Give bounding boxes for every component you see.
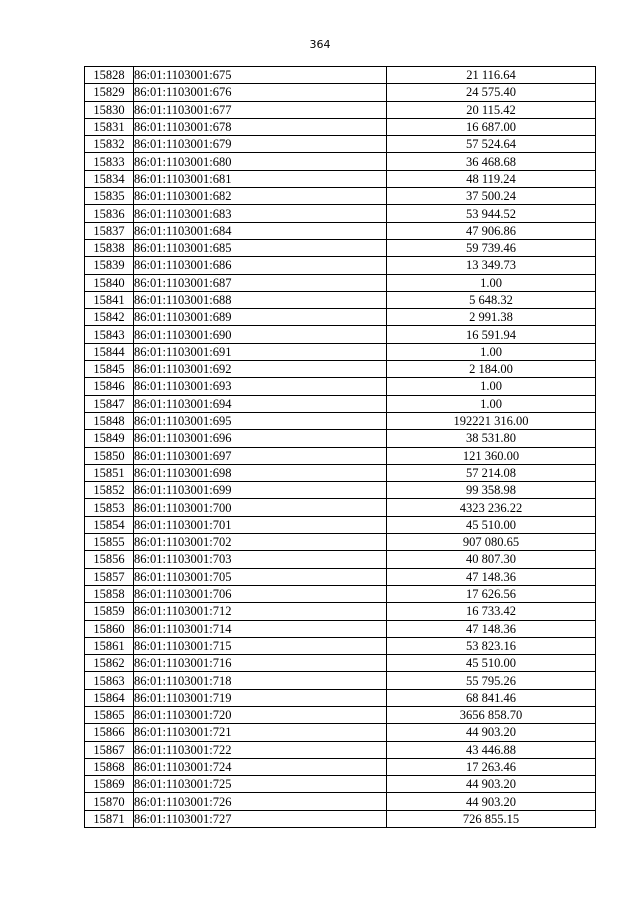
row-number-cell: 15851: [85, 464, 134, 481]
row-number-cell: 15838: [85, 239, 134, 256]
table-row: [85, 706, 596, 723]
cadastral-number-cell: 86:01:1103001:726: [134, 793, 387, 810]
table-row: [85, 793, 596, 810]
cadastral-number-cell: 86:01:1103001:703: [134, 551, 387, 568]
row-number-cell: 15853: [85, 499, 134, 516]
row-number-cell: 15831: [85, 118, 134, 135]
row-number-cell: 15830: [85, 101, 134, 118]
value-cell: 3656 858.70: [387, 706, 596, 723]
value-cell: 2 991.38: [387, 309, 596, 326]
table-row: [85, 205, 596, 222]
value-cell: 59 739.46: [387, 239, 596, 256]
value-cell: 192221 316.00: [387, 412, 596, 429]
value-cell: 37 500.24: [387, 188, 596, 205]
table-row: [85, 689, 596, 706]
value-cell: 53 944.52: [387, 205, 596, 222]
row-number-cell: 15855: [85, 534, 134, 551]
row-number-cell: 15858: [85, 585, 134, 602]
cadastral-number-cell: 86:01:1103001:697: [134, 447, 387, 464]
cadastral-number-cell: 86:01:1103001:701: [134, 516, 387, 533]
cadastral-number-cell: 86:01:1103001:681: [134, 170, 387, 187]
cadastral-number-cell: 86:01:1103001:716: [134, 655, 387, 672]
cadastral-number-cell: 86:01:1103001:719: [134, 689, 387, 706]
table-row: [85, 361, 596, 378]
row-number-cell: 15854: [85, 516, 134, 533]
table-row: [85, 758, 596, 775]
row-number-cell: 15865: [85, 706, 134, 723]
table-row: [85, 274, 596, 291]
row-number-cell: 15833: [85, 153, 134, 170]
table-row: [85, 257, 596, 274]
value-cell: 17 263.46: [387, 758, 596, 775]
value-cell: 16 733.42: [387, 603, 596, 620]
value-cell: 38 531.80: [387, 430, 596, 447]
cadastral-number-cell: 86:01:1103001:680: [134, 153, 387, 170]
table-row: [85, 136, 596, 153]
row-number-cell: 15829: [85, 84, 134, 101]
row-number-cell: 15856: [85, 551, 134, 568]
row-number-cell: 15869: [85, 776, 134, 793]
value-cell: 2 184.00: [387, 361, 596, 378]
value-cell: 44 903.20: [387, 793, 596, 810]
cadastral-number-cell: 86:01:1103001:683: [134, 205, 387, 222]
cadastral-number-cell: 86:01:1103001:687: [134, 274, 387, 291]
row-number-cell: 15861: [85, 637, 134, 654]
table-row: [85, 724, 596, 741]
cadastral-number-cell: 86:01:1103001:706: [134, 585, 387, 602]
value-cell: 1.00: [387, 274, 596, 291]
table-row: [85, 291, 596, 308]
value-cell: 1.00: [387, 343, 596, 360]
table-row: [85, 776, 596, 793]
cadastral-number-cell: 86:01:1103001:695: [134, 412, 387, 429]
table-row: [85, 585, 596, 602]
cadastral-number-cell: 86:01:1103001:705: [134, 568, 387, 585]
row-number-cell: 15867: [85, 741, 134, 758]
table-row: [85, 118, 596, 135]
cadastral-number-cell: 86:01:1103001:689: [134, 309, 387, 326]
value-cell: 55 795.26: [387, 672, 596, 689]
row-number-cell: 15828: [85, 67, 134, 84]
value-cell: 1.00: [387, 378, 596, 395]
cadastral-number-cell: 86:01:1103001:698: [134, 464, 387, 481]
cadastral-number-cell: 86:01:1103001:720: [134, 706, 387, 723]
cadastral-number-cell: 86:01:1103001:725: [134, 776, 387, 793]
row-number-cell: 15852: [85, 482, 134, 499]
row-number-cell: 15835: [85, 188, 134, 205]
cadastral-value-table: [84, 66, 596, 828]
row-number-cell: 15843: [85, 326, 134, 343]
table-row: [85, 655, 596, 672]
row-number-cell: 15848: [85, 412, 134, 429]
row-number-cell: 15866: [85, 724, 134, 741]
value-cell: 53 823.16: [387, 637, 596, 654]
row-number-cell: 15845: [85, 361, 134, 378]
cadastral-number-cell: 86:01:1103001:685: [134, 239, 387, 256]
value-cell: 16 687.00: [387, 118, 596, 135]
row-number-cell: 15870: [85, 793, 134, 810]
value-cell: 36 468.68: [387, 153, 596, 170]
row-number-cell: 15842: [85, 309, 134, 326]
table-row: [85, 672, 596, 689]
row-number-cell: 15871: [85, 810, 134, 827]
table-row: [85, 447, 596, 464]
row-number-cell: 15832: [85, 136, 134, 153]
table-row: [85, 499, 596, 516]
cadastral-number-cell: 86:01:1103001:691: [134, 343, 387, 360]
cadastral-number-cell: 86:01:1103001:678: [134, 118, 387, 135]
table-row: [85, 101, 596, 118]
cadastral-number-cell: 86:01:1103001:686: [134, 257, 387, 274]
table-body: [85, 67, 596, 828]
value-cell: 24 575.40: [387, 84, 596, 101]
cadastral-number-cell: 86:01:1103001:679: [134, 136, 387, 153]
value-cell: 13 349.73: [387, 257, 596, 274]
table-row: [85, 326, 596, 343]
cadastral-number-cell: 86:01:1103001:690: [134, 326, 387, 343]
table-row: [85, 534, 596, 551]
table-row: [85, 188, 596, 205]
table-row: [85, 67, 596, 84]
value-cell: 4323 236.22: [387, 499, 596, 516]
table-row: [85, 84, 596, 101]
cadastral-number-cell: 86:01:1103001:692: [134, 361, 387, 378]
table-row: [85, 430, 596, 447]
value-cell: 44 903.20: [387, 776, 596, 793]
row-number-cell: 15863: [85, 672, 134, 689]
table-row: [85, 551, 596, 568]
row-number-cell: 15857: [85, 568, 134, 585]
cadastral-number-cell: 86:01:1103001:688: [134, 291, 387, 308]
value-cell: 44 903.20: [387, 724, 596, 741]
value-cell: 5 648.32: [387, 291, 596, 308]
value-cell: 21 116.64: [387, 67, 596, 84]
table-row: [85, 153, 596, 170]
value-cell: 16 591.94: [387, 326, 596, 343]
cadastral-number-cell: 86:01:1103001:721: [134, 724, 387, 741]
cadastral-number-cell: 86:01:1103001:722: [134, 741, 387, 758]
value-cell: 47 148.36: [387, 620, 596, 637]
value-cell: 68 841.46: [387, 689, 596, 706]
row-number-cell: 15840: [85, 274, 134, 291]
value-cell: 57 524.64: [387, 136, 596, 153]
row-number-cell: 15841: [85, 291, 134, 308]
value-cell: 48 119.24: [387, 170, 596, 187]
value-cell: 20 115.42: [387, 101, 596, 118]
value-cell: 121 360.00: [387, 447, 596, 464]
table-row: [85, 637, 596, 654]
table-row: [85, 222, 596, 239]
table-row: [85, 516, 596, 533]
cadastral-number-cell: 86:01:1103001:700: [134, 499, 387, 516]
row-number-cell: 15837: [85, 222, 134, 239]
cadastral-number-cell: 86:01:1103001:724: [134, 758, 387, 775]
cadastral-number-cell: 86:01:1103001:702: [134, 534, 387, 551]
page-number: 364: [309, 38, 331, 51]
cadastral-number-cell: 86:01:1103001:682: [134, 188, 387, 205]
cadastral-number-cell: 86:01:1103001:712: [134, 603, 387, 620]
cadastral-number-cell: 86:01:1103001:675: [134, 67, 387, 84]
row-number-cell: 15868: [85, 758, 134, 775]
table-row: [85, 464, 596, 481]
row-number-cell: 15859: [85, 603, 134, 620]
row-number-cell: 15846: [85, 378, 134, 395]
value-cell: 47 906.86: [387, 222, 596, 239]
row-number-cell: 15847: [85, 395, 134, 412]
value-cell: 57 214.08: [387, 464, 596, 481]
row-number-cell: 15850: [85, 447, 134, 464]
cadastral-number-cell: 86:01:1103001:696: [134, 430, 387, 447]
cadastral-number-cell: 86:01:1103001:714: [134, 620, 387, 637]
row-number-cell: 15864: [85, 689, 134, 706]
row-number-cell: 15836: [85, 205, 134, 222]
table-row: [85, 309, 596, 326]
cadastral-number-cell: 86:01:1103001:676: [134, 84, 387, 101]
table-row: [85, 620, 596, 637]
value-cell: 907 080.65: [387, 534, 596, 551]
value-cell: 726 855.15: [387, 810, 596, 827]
row-number-cell: 15862: [85, 655, 134, 672]
row-number-cell: 15834: [85, 170, 134, 187]
row-number-cell: 15839: [85, 257, 134, 274]
table-row: [85, 412, 596, 429]
table-row: [85, 810, 596, 827]
table-row: [85, 741, 596, 758]
table-row: [85, 603, 596, 620]
table-row: [85, 170, 596, 187]
value-cell: 43 446.88: [387, 741, 596, 758]
value-cell: 17 626.56: [387, 585, 596, 602]
value-cell: 40 807.30: [387, 551, 596, 568]
cadastral-number-cell: 86:01:1103001:727: [134, 810, 387, 827]
table-row: [85, 482, 596, 499]
table-row: [85, 395, 596, 412]
value-cell: 99 358.98: [387, 482, 596, 499]
cadastral-number-cell: 86:01:1103001:694: [134, 395, 387, 412]
cadastral-number-cell: 86:01:1103001:715: [134, 637, 387, 654]
value-cell: 45 510.00: [387, 655, 596, 672]
cadastral-number-cell: 86:01:1103001:718: [134, 672, 387, 689]
row-number-cell: 15849: [85, 430, 134, 447]
table-row: [85, 343, 596, 360]
table-row: [85, 239, 596, 256]
value-cell: 47 148.36: [387, 568, 596, 585]
cadastral-number-cell: 86:01:1103001:677: [134, 101, 387, 118]
value-cell: 45 510.00: [387, 516, 596, 533]
table-row: [85, 568, 596, 585]
table-row: [85, 378, 596, 395]
row-number-cell: 15844: [85, 343, 134, 360]
value-cell: 1.00: [387, 395, 596, 412]
row-number-cell: 15860: [85, 620, 134, 637]
cadastral-number-cell: 86:01:1103001:684: [134, 222, 387, 239]
cadastral-number-cell: 86:01:1103001:699: [134, 482, 387, 499]
cadastral-number-cell: 86:01:1103001:693: [134, 378, 387, 395]
